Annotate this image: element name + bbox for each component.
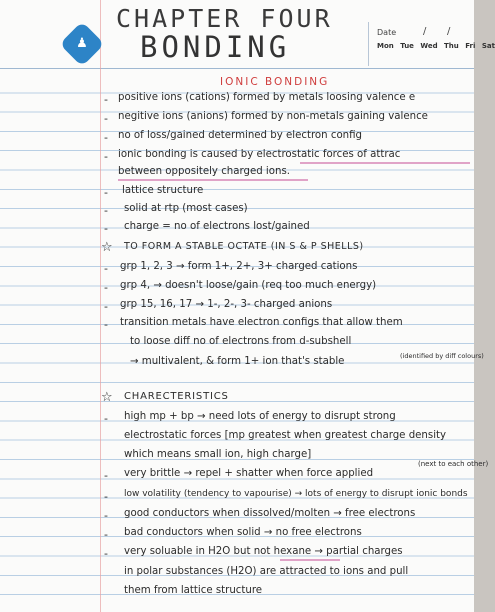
bullet-dash-icon: - — [104, 93, 108, 106]
note-line: between oppositely charged ions. — [118, 166, 291, 177]
bullet-dash-icon: - — [104, 469, 108, 482]
note-line: in polar substances (H2O) are attracted to ions and pull — [124, 566, 409, 577]
note-line: solid at rtp (most cases) — [124, 203, 248, 214]
bullet-dash-icon: - — [104, 509, 108, 522]
note-line: transition metals have electron configs that allow them — [120, 317, 403, 328]
note-line: them from lattice structure — [124, 585, 263, 596]
bullet-dash-icon: - — [104, 150, 108, 163]
section-heading-stable-octet: TO FORM A STABLE OCTATE (IN S & P SHELLS) — [124, 241, 364, 252]
date-slash-1: / — [423, 26, 427, 37]
note-line: very brittle → repel + shatter when force applied — [124, 468, 374, 479]
pink-highlight-underline — [118, 179, 308, 181]
bullet-dash-icon: - — [104, 528, 108, 541]
note-line: bad conductors when solid → no free electrons — [124, 527, 362, 538]
note-line: electrostatic forces [mp greatest when greatest charge density — [124, 430, 447, 441]
note-line: good conductors when dissolved/molten → free electrons — [124, 508, 416, 519]
brand-logo-mark-icon: ♟ — [76, 36, 88, 51]
bullet-dash-icon: - — [104, 318, 108, 331]
header-rule — [0, 68, 474, 69]
section-heading-ionic-bonding: IONIC BONDING — [220, 76, 330, 88]
side-note: (next to each other) — [418, 460, 489, 468]
note-line: ionic bonding is caused by electrostatic forces of attrac — [118, 149, 401, 160]
star-marker-icon: ☆ — [101, 240, 113, 255]
note-line: to loose diff no of electrons from d-subshell — [130, 336, 352, 347]
note-line: grp 15, 16, 17 → 1-, 2-, 3- charged anions — [120, 299, 333, 310]
margin-line — [100, 0, 101, 612]
note-line: lattice structure — [122, 185, 204, 196]
bullet-dash-icon: - — [104, 281, 108, 294]
note-line: → multivalent, & form 1+ ion that's stable — [130, 356, 345, 367]
bullet-dash-icon: - — [104, 547, 108, 560]
topic-title: BONDING — [140, 30, 291, 64]
note-line: which means small ion, high charge] — [124, 449, 312, 460]
note-line: no of loss/gained determined by electron config — [118, 130, 363, 141]
note-line: low volatility (tendency to vapourise) → lots of energy to disrupt ionic bonds — [124, 489, 468, 499]
date-label: Date — [377, 28, 397, 37]
bullet-dash-icon: - — [104, 300, 108, 313]
note-line: grp 4, → doesn't loose/gain (req too much energy) — [120, 280, 377, 291]
pink-highlight-underline — [280, 559, 340, 561]
note-line: charge = no of electrons lost/gained — [124, 221, 310, 232]
note-line: negitive ions (anions) formed by non-metals gaining valence — [118, 111, 428, 122]
bullet-dash-icon: - — [104, 112, 108, 125]
note-line: high mp + bp → need lots of energy to disrupt strong — [124, 411, 396, 422]
section-heading-characteristics: CHARECTERISTICS — [124, 391, 229, 402]
note-line: grp 1, 2, 3 → form 1+, 2+, 3+ charged cations — [120, 261, 358, 272]
pink-highlight-underline — [300, 162, 470, 164]
bullet-dash-icon: - — [104, 186, 108, 199]
chapter-title: CHAPTER FOUR — [116, 4, 333, 33]
bullet-dash-icon: - — [104, 131, 108, 144]
star-marker-icon: ☆ — [101, 390, 113, 405]
bullet-dash-icon: - — [104, 490, 108, 503]
bullet-dash-icon: - — [104, 412, 108, 425]
bullet-dash-icon: - — [104, 262, 108, 275]
note-line: positive ions (cations) formed by metals loosing valence e — [118, 92, 416, 103]
date-slash-2: / — [447, 26, 451, 37]
note-line: very soluable in H2O but not hexane → partial charges — [124, 546, 403, 557]
bullet-dash-icon: - — [104, 222, 108, 235]
bullet-dash-icon: - — [104, 204, 108, 217]
weekday-row: Mon Tue Wed Thu Fri Sat — [377, 42, 495, 50]
side-note: (identified by diff colours) — [400, 352, 484, 360]
